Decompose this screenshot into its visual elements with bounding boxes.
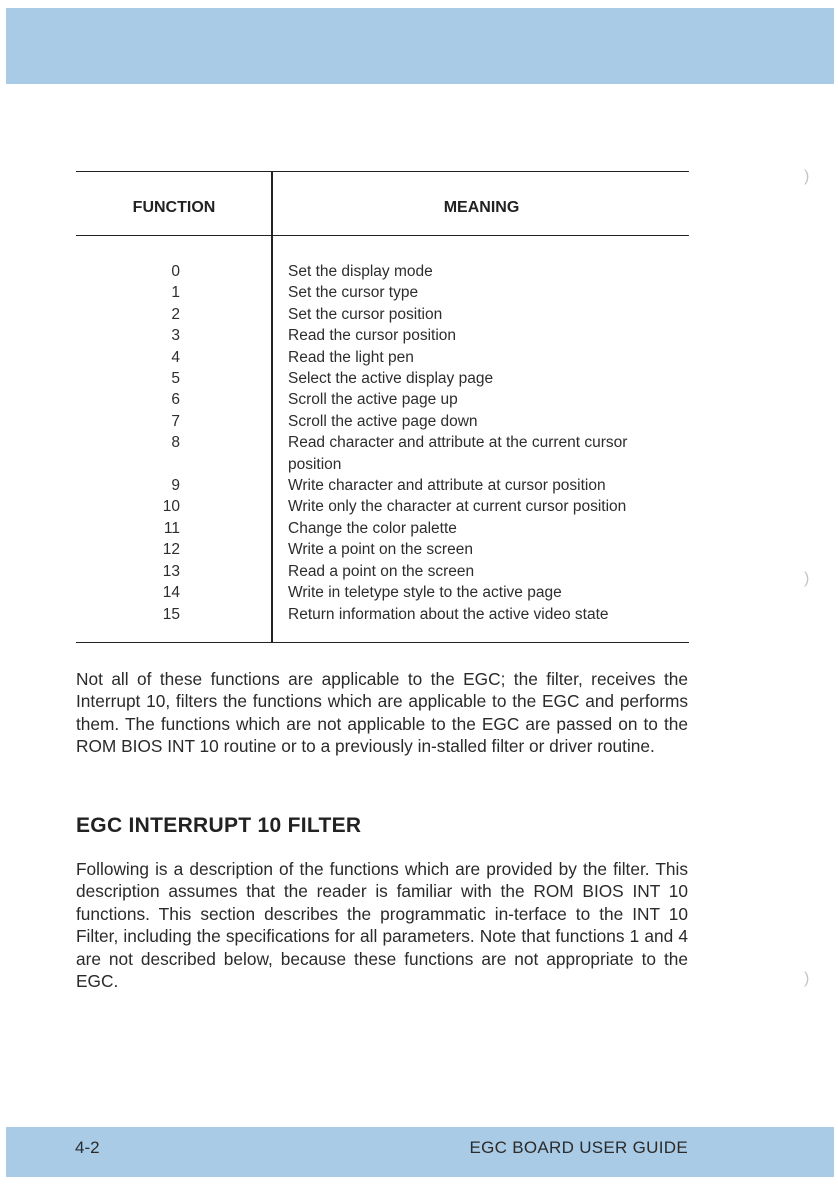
function-number: 7: [171, 412, 180, 430]
function-number: 1: [171, 284, 180, 302]
table-row: [76, 261, 689, 282]
table-row: [76, 496, 689, 517]
function-number: 3: [171, 327, 180, 345]
function-meaning: Write in teletype style to the active page: [288, 584, 562, 602]
function-number: 10: [162, 498, 180, 516]
margin-mark: ): [804, 570, 810, 587]
function-number: 6: [171, 391, 180, 409]
footer-band: [6, 1127, 834, 1177]
function-meaning: Scroll the active page up: [288, 391, 458, 409]
function-meaning: Write character and attribute at cursor position: [288, 477, 606, 495]
function-number: 11: [163, 519, 180, 537]
header-band: [6, 8, 834, 84]
table-row: [76, 432, 689, 475]
table-row: [76, 582, 689, 603]
page-number: 4-2: [75, 1138, 100, 1157]
function-meaning: Read a point on the screen: [288, 562, 475, 580]
function-meaning: Write only the character at current cursor position: [288, 498, 627, 516]
table-row: [76, 282, 689, 303]
table-row: [76, 475, 689, 496]
function-number: 4: [171, 348, 180, 366]
section-heading: EGC INTERRUPT 10 FILTER: [76, 814, 362, 837]
function-meaning: Read the cursor position: [288, 327, 457, 345]
function-meaning: Return information about the active video state: [288, 605, 609, 623]
function-meaning: Change the color palette: [288, 519, 457, 537]
table-row: [76, 411, 689, 432]
margin-mark: ): [804, 168, 810, 185]
function-table: [76, 171, 689, 643]
table-row: [76, 539, 689, 560]
footer-title: EGC BOARD USER GUIDE: [469, 1138, 688, 1157]
table-row: [76, 561, 689, 582]
function-number: 2: [171, 305, 180, 323]
table-row: [76, 304, 689, 325]
description-paragraph: Following is a description of the functions which are provided by the filter. This description assumes that the reader is familiar with the ROM BIOS INT 10 functions. This section describes the programmatic in-terface to the INT 10 Filter, including the specifications for all parameters. Note that functions 1 and 4 are not described below, because these functions are not appropriate to the EGC.: [76, 859, 688, 992]
margin-mark: ): [804, 970, 810, 987]
function-number: 13: [162, 562, 180, 580]
table-row: [76, 368, 689, 389]
table-body: [76, 261, 689, 625]
function-number: 12: [162, 541, 180, 559]
table-row: [76, 325, 689, 346]
header-rule: [76, 235, 689, 236]
column-header-function: FUNCTION: [132, 199, 216, 216]
function-meaning: Read character and attribute at the current cursor position: [288, 434, 628, 473]
column-header-meaning: MEANING: [443, 199, 520, 216]
table-row: [76, 347, 689, 368]
function-meaning: Read the light pen: [288, 348, 414, 366]
function-number: 8: [171, 434, 180, 452]
function-meaning: Select the active display page: [288, 370, 494, 388]
function-meaning: Set the cursor type: [288, 284, 419, 302]
function-meaning: Set the display mode: [288, 263, 433, 280]
intro-paragraph: Not all of these functions are applicable to the EGC; the filter, receives the Interrupt 10, filters the functions which are applicable to the EGC and performs them. The functions which are not applicable to the EGC are passed on to the ROM BIOS INT 10 routine or to a previously in-stalled filter or driver routine.: [76, 669, 688, 757]
function-number: 5: [171, 370, 180, 388]
table-row: [76, 518, 689, 539]
function-number: 0: [171, 263, 180, 280]
function-meaning: Write a point on the screen: [288, 541, 473, 559]
function-number: 15: [162, 605, 180, 623]
function-meaning: Set the cursor position: [288, 305, 443, 323]
function-number: 9: [171, 477, 180, 495]
table-row: [76, 604, 689, 625]
function-number: 14: [162, 584, 180, 602]
table-row: [76, 389, 689, 410]
function-meaning: Scroll the active page down: [288, 412, 478, 430]
